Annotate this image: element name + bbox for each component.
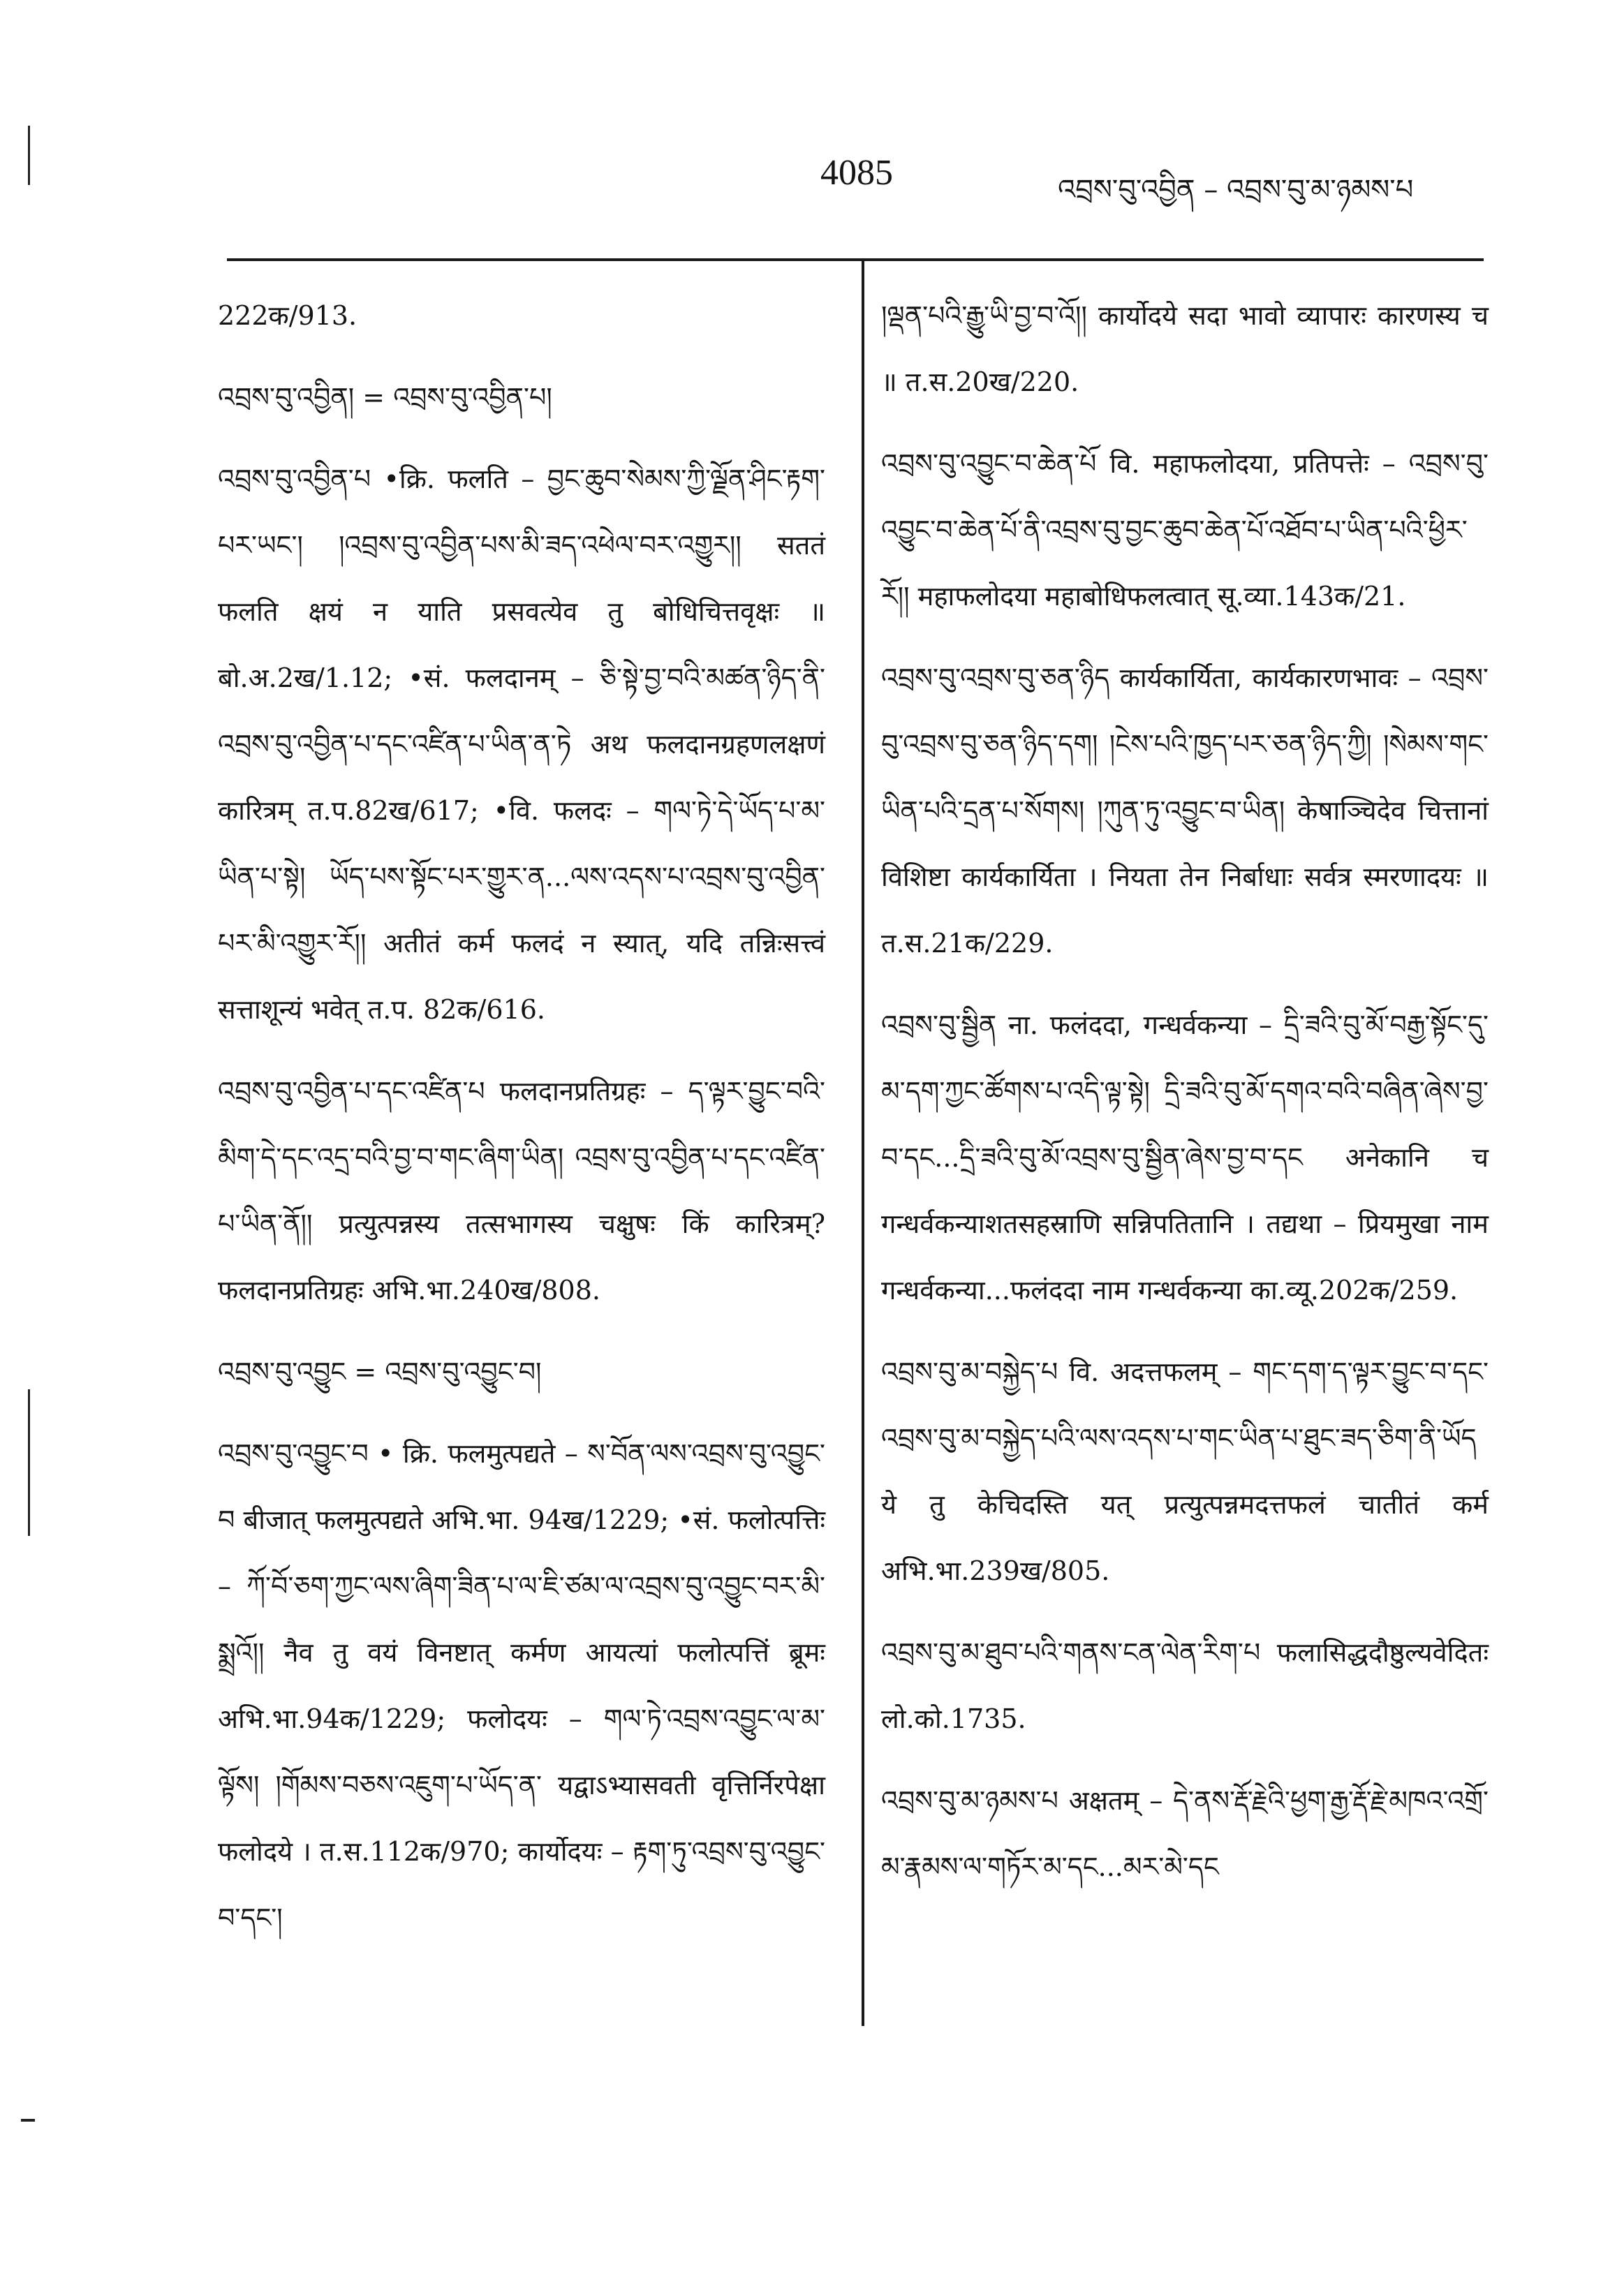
margin-mark	[28, 126, 30, 185]
left-column	[218, 283, 825, 1967]
page-number: 4085	[820, 153, 893, 193]
dictionary-entry: །ལྡན་པའི་རྒྱུ་ཡི་བྱ་བ་འོ།། कार्योदये सदा भावो व्यापारः कारणस्य च ॥ त.स.20ख/220.	[881, 300, 1489, 397]
header-rule	[227, 258, 1484, 261]
dictionary-entry: 222क/913.	[218, 300, 357, 331]
dictionary-entry: འབྲས་བུ་མ་བསྐྱེད་པ वि. अदत्तफलम् – གང་དག་ད་ལྟར་བྱུང་བ་དང་འབྲས་བུ་མ་བསྐྱེད་པའི་ལས་འདས་པ་གང་ཡིན་པ་ཐུང་ཟད་ཅིག་ནི་ཡོད ये तु केचिदस्ति यत् प्रत्युत्पन्नमदत्तफलं चातीतं कर्म अभि.भा.239ख/805.	[881, 1356, 1489, 1586]
dictionary-entry: འབྲས་བུ་འབྱིན། = འབྲས་བུ་འབྱིན་པ།	[218, 382, 552, 413]
dictionary-entry: འབྲས་བུ་འབྱིན་པ་དང་འཛིན་པ फलदानप्रतिग्रहः – ད་ལྟར་བྱུང་བའི་མིག་དེ་དང་འདྲ་བའི་བྱ་བ་གང་ཞིག་ཡིན། འབྲས་བུ་འབྱིན་པ་དང་འཛིན་པ་ཡིན་ནོ།། प्रत्युत्पन्नस्य तत्सभागस्य चक्षुषः किं कारित्रम्? फलदानप्रतिग्रहः अभि.भा.240ख/808.	[218, 1076, 825, 1306]
margin-mark	[28, 1389, 30, 1536]
dictionary-entry: འབྲས་བུ་མ་ཐུབ་པའི་གནས་ངན་ལེན་རིག་པ फलासिद्धदौष्ठुल्यवेदितः लो.को.1735.	[881, 1637, 1489, 1734]
running-head: འབྲས་བུ་འབྱིན – འབྲས་བུ་མ་ཉམས་པ	[1058, 174, 1414, 206]
margin-mark	[21, 2119, 35, 2122]
dictionary-entry: འབྲས་བུ་འབྱུང་བ་ཆེན་པོ वि. महाफलोदया, प्रतिपत्तेः – འབྲས་བུ་འབྱུང་བ་ཆེན་པོ་ནི་འབྲས་བུ་བྱང་ཆུབ་ཆེན་པོ་འཐོབ་པ་ཡིན་པའི་ཕྱིར་རོ།། महाफलोदया महाबोधिफलत्वात् सू.व्या.143क/21.	[881, 448, 1489, 612]
right-column	[881, 283, 1489, 1916]
dictionary-entry: འབྲས་བུ་འབྱུང་བ • क्रि. फलमुत्पद्यते – ས་བོན་ལས་འབྲས་བུ་འབྱུང་བ बीजात् फलमुत्पद्यते अभि.भा. 94ख/1229; •सं. फलोत्पत्तिः – ཀོ་བོ་ཅག་ཀྱང་ལས་ཞིག་ཟིན་པ་ལ་ཇི་ཙམ་ལ་འབྲས་བུ་འབྱུང་བར་མི་སྨྲའོ།། नैव तु वयं विनष्टात् कर्मण आयत्यां फलोत्पत्तिं ब्रूमः अभि.भा.94क/1229; फलोदयः – གལ་ཏེ་འབྲས་འབྱུང་ལ་མ་ལྟོས། །གོམས་བཅས་འཇུག་པ་ཡོད་ན་ यद्वाऽभ्यासवती वृत्तिर्निरपेक्षा फलोदये । त.स.112क/970; कार्योदयः – རྟག་ཏུ་འབྲས་བུ་འབྱུང་བ་དང་།	[218, 1438, 825, 1933]
dictionary-entry: འབྲས་བུ་མ་ཉམས་པ अक्षतम् – དེ་ནས་རྡོ་རྗེའི་ཕྱག་རྒྱ་རྡོ་རྗེ་མཁའ་འགྲོ་མ་རྣམས་ལ་གཏོར་མ་དང...མར་མེ་དང	[881, 1785, 1489, 1882]
dictionary-entry: འབྲས་བུ་འབྱིན་པ •क्रि. फलति – བྱང་ཆུབ་སེམས་ཀྱི་ལྗོན་ཤིང་རྟག་པར་ཡང་། །འབྲས་བུ་འབྱིན་པས་མི་ཟད་འཕེལ་བར་འགྱུར།། सततं फलति क्षयं न याति प्रसवत्येव तु बोधिचित्तवृक्षः ॥ बो.अ.2ख/1.12; •सं. फलदानम् – ཅི་སྟེ་བྱ་བའི་མཚན་ཉིད་ནི་འབྲས་བུ་འབྱིན་པ་དང་འཛིན་པ་ཡིན་ན་ཏེ अथ फलदानग्रहणलक्षणं कारित्रम् त.प.82ख/617; •वि. फलदः – གལ་ཏེ་དེ་ཡོད་པ་མ་ཡིན་པ་སྟེ། ཡོད་པས་སྟོང་པར་གྱུར་ན...ལས་འདས་པ་འབྲས་བུ་འབྱིན་པར་མི་འགྱུར་རོ།། अतीतं कर्म फलदं न स्यात्, यदि तन्निःसत्त्वं सत्ताशून्यं भवेत् त.प. 82क/616.	[218, 464, 825, 1025]
column-divider	[862, 260, 864, 2026]
dictionary-entry: འབྲས་བུ་འབྱུང = འབྲས་བུ་འབྱུང་བ།	[218, 1356, 542, 1387]
dictionary-entry: འབྲས་བུ་སྦྱིན ना. फलंददा, गन्धर्वकन्या – དྲི་ཟའི་བུ་མོ་བརྒྱ་སྟོང་དུ་མ་དག་ཀྱང་ཚོགས་པ་འདི་ལྟ་སྟེ། དྲི་ཟའི་བུ་མོ་དགའ་བའི་བཞིན་ཞེས་བྱ་བ་དང...དྲི་ཟའི་བུ་མོ་འབྲས་བུ་སྦྱིན་ཞེས་བྱ་བ་དང अनेकानि च गन्धर्वकन्याशतसहस्राणि सन्निपतितानि । तद्यथा – प्रियमुखा नाम गन्धर्वकन्या...फलंददा नाम गन्धर्वकन्या का.व्यू.202क/259.	[881, 1010, 1489, 1306]
dictionary-entry: འབྲས་བུ་འབྲས་བུ་ཅན་ཉིད कार्यकार्यिता, कार्यकारणभावः – འབྲས་བུ་འབྲས་བུ་ཅན་ཉིད་དག། །ངེས་པའི་ཁྱད་པར་ཅན་ཉིད་ཀྱི། །སེམས་གང་ཡིན་པའི་དྲན་པ་སོགས། །ཀུན་ཏུ་འབྱུང་བ་ཡིན། केषाञ्चिदेव चित्तानां विशिष्टा कार्यकार्यिता । नियता तेन निर्बाधाः सर्वत्र स्मरणादयः ॥ त.स.21क/229.	[881, 663, 1489, 959]
